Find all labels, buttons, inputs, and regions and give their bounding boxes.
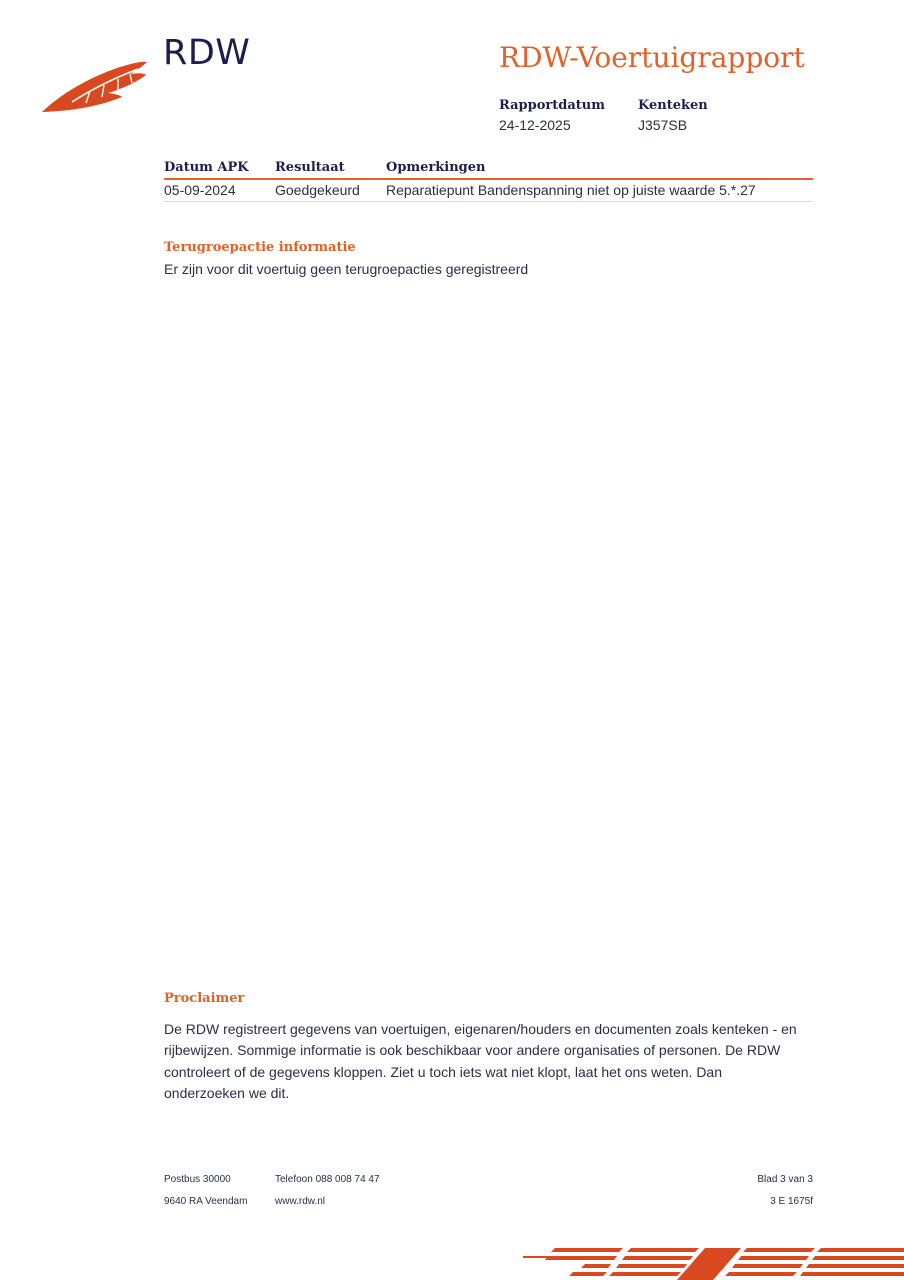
plate-value: J357SB (638, 117, 688, 133)
report-date-value: 24-12-2025 (499, 117, 571, 133)
report-title: RDW-Voertuigrapport (499, 41, 805, 74)
remarks-cell: Reparatiepunt Bandenspanning niet op juiste waarde 5.*.27 (386, 182, 756, 198)
apk-table-header (164, 160, 813, 180)
apk-date-cell: 05-09-2024 (164, 182, 236, 198)
plate-block (638, 98, 708, 133)
footer-po-box: Postbus 30000 (164, 1174, 231, 1185)
rdw-stripes-icon (515, 1244, 904, 1280)
result-cell: Goedgekeurd (275, 182, 360, 198)
proclaimer-text: De RDW registreert gegevens van voertuigen, eigenaren/houders en documenten zoals kenteken - en rijbewijzen. Sommige informatie is ook beschikbaar voor andere organisaties of personen. De RDW controleert of de gegevens kloppen. Ziet u toch iets wat niet klopt, laat het ons weten. Dan onderzoeken we dit. (164, 1021, 797, 1101)
report-date-block (499, 98, 605, 133)
column-header-result: Resultaat (275, 160, 345, 175)
recall-text: Er zijn voor dit voertuig geen terugroepacties geregistreerd (164, 261, 529, 277)
rdw-logo-icon (40, 55, 150, 117)
footer-phone: Telefoon 088 008 74 47 (275, 1174, 380, 1185)
plate-label: Kenteken (638, 98, 708, 113)
footer-website[interactable]: www.rdw.nl (275, 1196, 326, 1207)
recall-heading: Terugroepactie informatie (164, 240, 356, 255)
apk-table (164, 160, 813, 202)
footer-page-number: Blad 3 van 3 (757, 1174, 813, 1185)
brand-name: RDW (163, 33, 251, 73)
table-row (164, 180, 813, 202)
proclaimer-heading: Proclaimer (164, 991, 245, 1006)
footer-doc-code: 3 E 1675f (770, 1196, 813, 1207)
column-header-apk-date: Datum APK (164, 160, 249, 175)
report-date-label: Rapportdatum (499, 98, 605, 113)
footer-postal-city: 9640 RA Veendam (164, 1196, 248, 1207)
column-header-remarks: Opmerkingen (386, 160, 486, 175)
